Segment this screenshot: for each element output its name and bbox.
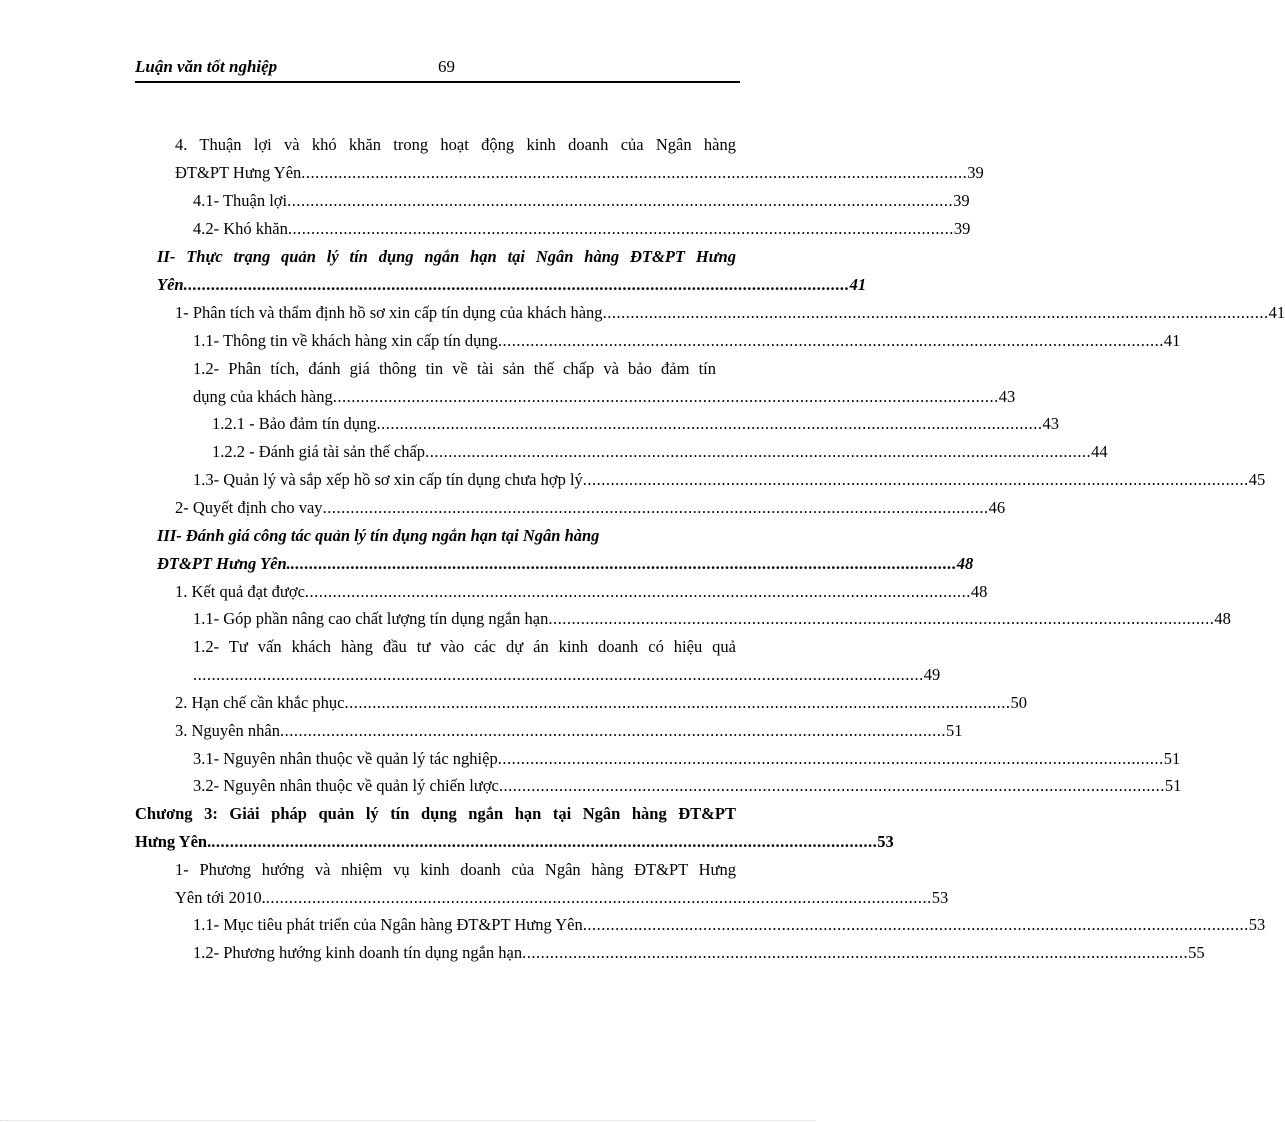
toc-line: [157, 522, 736, 550]
toc-line: [212, 438, 1108, 466]
toc-page: 48: [956, 554, 974, 573]
toc-page: 43: [1042, 414, 1060, 433]
toc-page: 51: [945, 721, 963, 740]
toc-text: dụng của khách hàng: [193, 387, 333, 406]
toc-line: [193, 633, 736, 661]
toc-leader: ................................................................................................................................................: [522, 943, 1189, 962]
page-bottom-border: [0, 1120, 816, 1122]
toc-page: 51: [1163, 749, 1181, 768]
toc-leader: ................................................................................................................................................: [287, 191, 954, 210]
toc-leader: ................................................................................................................................................: [290, 554, 957, 573]
toc-page: 53: [931, 888, 949, 907]
toc-text: Yên: [157, 275, 184, 294]
toc-line: [157, 243, 736, 271]
toc-leader: ................................................................................................................................................: [425, 442, 1092, 461]
toc-line: [175, 578, 988, 606]
toc-line: [135, 800, 736, 828]
toc-line: [175, 884, 949, 912]
toc-text: ĐT&PT Hưng Yên.: [157, 554, 291, 573]
toc-text: 1.2.2 - Đánh giá tài sản thế chấp: [212, 442, 426, 461]
toc-leader: ................................................................................................................................................: [497, 331, 1164, 350]
toc-text: III- Đánh giá công tác quản lý tín dụng ngắn hạn tại Ngân hàng: [157, 526, 600, 545]
toc-line: [135, 828, 894, 856]
toc-leader: ................................................................................................................................................: [602, 303, 1269, 322]
toc-leader: ................................................................................................................................................: [211, 832, 878, 851]
toc-leader: ................................................................................................................................................: [498, 776, 1165, 795]
toc-text: Hưng Yên.: [135, 832, 212, 851]
toc-leader: ................................................................................................................................................: [497, 749, 1164, 768]
toc-text: 4. Thuận lợi và khó khăn trong hoạt động kinh doanh của Ngân hàng: [175, 135, 736, 154]
toc-page: 55: [1188, 943, 1205, 962]
toc-text: 1.1- Góp phần nâng cao chất lượng tín dụng ngắn hạn: [193, 609, 549, 628]
toc-text: 1.1- Mục tiêu phát triển của Ngân hàng ĐT&PT Hưng Yên: [193, 915, 583, 934]
toc-line: [193, 327, 1181, 355]
toc-page: 43: [998, 387, 1016, 406]
toc-line: [193, 661, 941, 689]
toc-leader: ................................................................................................................................................: [287, 219, 954, 238]
toc-page: 53: [877, 832, 894, 851]
header-page-number: 69: [438, 57, 455, 76]
toc-text: 1.2.1 - Bảo đảm tín dụng: [212, 414, 377, 433]
toc-text: 1. Kết quả đạt được: [175, 582, 305, 601]
toc-text: Chương 3: Giải pháp quản lý tín dụng ngắn hạn tại Ngân hàng ĐT&PT: [135, 804, 736, 823]
toc-page: 48: [970, 582, 988, 601]
toc-line: [175, 494, 1006, 522]
toc-line: [193, 745, 1181, 773]
toc-page: 49: [923, 665, 941, 684]
toc-line: [212, 410, 1060, 438]
toc-line: [157, 271, 867, 299]
toc-line: [193, 215, 971, 243]
toc-leader: ................................................................................................................................................: [183, 275, 850, 294]
toc-text: 4.2- Khó khăn: [193, 219, 288, 238]
toc-text: ĐT&PT Hưng Yên: [175, 163, 302, 182]
toc-text: 1.2- Phương hướng kinh doanh tín dụng ngắn hạn: [193, 943, 523, 962]
toc-line: [193, 939, 1205, 967]
toc-text: 1- Phương hướng và nhiệm vụ kinh doanh của Ngân hàng ĐT&PT Hưng: [175, 860, 736, 879]
toc-leader: ..............................................................................................................................................................: [193, 665, 924, 684]
toc-line: [193, 466, 1266, 494]
toc-page: 41: [1268, 303, 1285, 322]
toc-leader: ................................................................................................................................................: [344, 693, 1011, 712]
toc-text: 1.1- Thông tin về khách hàng xin cấp tín dụng: [193, 331, 498, 350]
toc-text: 1.2- Tư vấn khách hàng đầu tư vào các dự án kinh doanh có hiệu quả: [193, 637, 736, 656]
toc-line: [193, 187, 970, 215]
toc-page: 46: [988, 498, 1006, 517]
toc-line: [175, 299, 1285, 327]
toc-text: 3.2- Nguyên nhân thuộc về quản lý chiến lược: [193, 776, 499, 795]
toc-page: 41: [1163, 331, 1181, 350]
toc-leader: ................................................................................................................................................: [376, 414, 1043, 433]
toc-page: 48: [1214, 609, 1231, 628]
toc-page: 51: [1164, 776, 1182, 795]
toc-text: II- Thực trạng quản lý tín dụng ngắn hạn tại Ngân hàng ĐT&PT Hưng: [157, 247, 736, 266]
toc-text: Yên tới 2010.: [175, 888, 266, 907]
toc-line: [175, 717, 963, 745]
toc-page: 39: [953, 219, 971, 238]
toc-line: [193, 605, 1231, 633]
toc-page: 39: [953, 191, 970, 210]
toc-leader: ................................................................................................................................................: [304, 582, 971, 601]
toc-page: 50: [1010, 693, 1028, 712]
toc-page: 45: [1248, 470, 1266, 489]
header-title: Luận văn tốt nghiệp: [135, 57, 278, 76]
toc-leader: ................................................................................................................................................: [582, 915, 1249, 934]
toc-line: [193, 383, 1016, 411]
toc-text: 2- Quyết định cho vay: [175, 498, 323, 517]
toc-text: 1.3- Quản lý và sắp xếp hồ sơ xin cấp tín dụng chưa hợp lý: [193, 470, 583, 489]
toc-page: 41: [849, 275, 867, 294]
toc-leader: ................................................................................................................................................: [279, 721, 946, 740]
toc-leader: ................................................................................................................................................: [582, 470, 1249, 489]
toc-leader: ................................................................................................................................................: [265, 888, 932, 907]
toc-line: [193, 911, 1266, 939]
toc-page: 39: [967, 163, 984, 182]
toc-text: 1- Phân tích và thẩm định hồ sơ xin cấp tín dụng của khách hàng: [175, 303, 603, 322]
toc-line: [175, 131, 736, 159]
toc-leader: ................................................................................................................................................: [322, 498, 989, 517]
toc-leader: ................................................................................................................................................: [332, 387, 999, 406]
toc-text: 1.2- Phân tích, đánh giá thông tin về tài sản thế chấp và bảo đảm tín: [193, 359, 716, 378]
toc-leader: ................................................................................................................................................: [301, 163, 968, 182]
toc-leader: ................................................................................................................................................: [548, 609, 1215, 628]
toc-text: 3.1- Nguyên nhân thuộc về quản lý tác nghiệp: [193, 749, 498, 768]
toc-line: [175, 689, 1028, 717]
toc-line: [193, 355, 716, 383]
toc-line: [157, 550, 974, 578]
page-header: [135, 57, 740, 83]
toc-line: [193, 772, 1182, 800]
toc-line: [175, 856, 736, 884]
toc-page: 53: [1248, 915, 1266, 934]
toc-text: 3. Nguyên nhân: [175, 721, 280, 740]
toc-page: 44: [1091, 442, 1108, 461]
toc-text: 4.1- Thuận lợi: [193, 191, 288, 210]
toc-line: [175, 159, 984, 187]
toc-text: 2. Hạn chế cần khắc phục: [175, 693, 345, 712]
